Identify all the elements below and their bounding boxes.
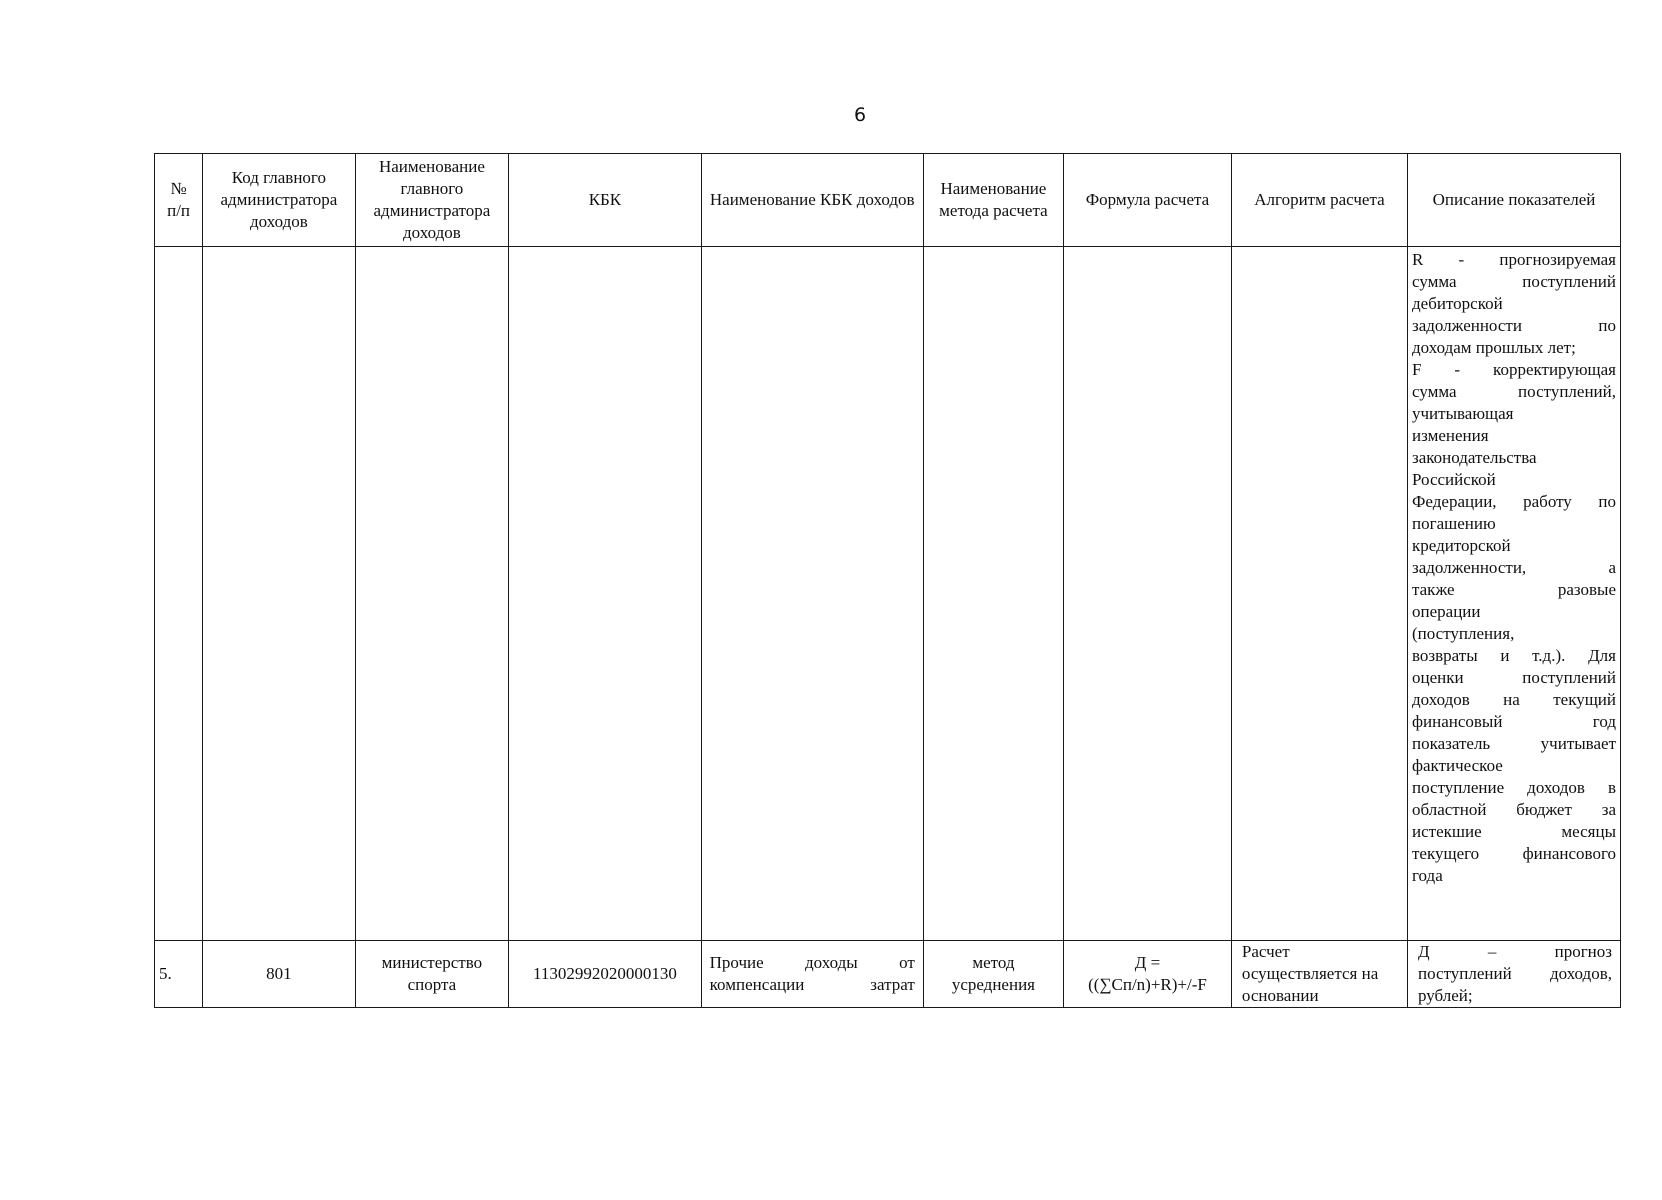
header-formula: Формула расчета — [1064, 154, 1232, 247]
cont-kbk-name-cell — [701, 247, 923, 941]
row5-description — [1408, 941, 1621, 1008]
description-line: также разовые — [1412, 580, 1616, 599]
row5-admin-name — [355, 941, 509, 1008]
header-kbk-name: Наименование КБК доходов — [701, 154, 923, 247]
row5-method-line: метод — [972, 953, 1015, 972]
row5-formula-line: ((∑Сп/n)+R)+/-F — [1088, 975, 1207, 994]
description-line: Федерации, работу по — [1412, 492, 1616, 511]
description-line: доходов на текущий — [1412, 690, 1616, 709]
header-num-line: п/п — [167, 201, 191, 220]
row5-kbk-name-line: компенсации затрат — [709, 975, 915, 994]
row5-formula — [1064, 941, 1232, 1008]
row5-method-line: усреднения — [951, 975, 1035, 994]
row5-algorithm — [1231, 941, 1407, 1008]
description-line: областной бюджет за — [1412, 800, 1616, 819]
table-row — [155, 247, 1621, 941]
cont-method-cell — [923, 247, 1063, 941]
description-line: показатель учитывает — [1412, 734, 1616, 753]
row5-admin-name-line: спорта — [407, 975, 457, 994]
header-admin-name: Наименование главного администратора доходов — [355, 154, 509, 247]
row5-formula-line: Д = — [1134, 953, 1161, 972]
row5-kbk-name — [701, 941, 923, 1008]
cont-admin-name-cell — [355, 247, 509, 941]
description-line: задолженности по — [1412, 316, 1616, 335]
description-line: года — [1412, 866, 1443, 885]
description-line: F - корректирующая — [1412, 360, 1616, 379]
description-line: возвраты и т.д.). Для — [1412, 646, 1616, 665]
description-line: задолженности, а — [1412, 558, 1616, 577]
row5-algorithm-line: осуществляется на — [1241, 964, 1379, 983]
description-line: текущего финансового — [1412, 844, 1616, 863]
cont-code-cell — [203, 247, 356, 941]
description-line: изменения — [1412, 426, 1489, 445]
header-algorithm: Алгоритм расчета — [1231, 154, 1407, 247]
row5-kbk: 11302992020000130 — [509, 941, 701, 1008]
header-num — [155, 154, 203, 247]
description-line: операции — [1412, 602, 1481, 621]
row5-method — [923, 941, 1063, 1008]
row5-description-line: поступлений доходов, — [1418, 964, 1612, 983]
description-line: Российской — [1412, 470, 1496, 489]
description-line: доходам прошлых лет; — [1412, 338, 1576, 357]
row5-algorithm-line: Расчет — [1241, 942, 1290, 961]
description-line: сумма поступлений, — [1412, 382, 1616, 401]
cont-algorithm-cell — [1231, 247, 1407, 941]
row5-num: 5. — [155, 941, 203, 1008]
row5-algorithm-line: основании — [1241, 986, 1319, 1005]
description-line: законодательства — [1412, 448, 1537, 467]
description-line: сумма поступлений — [1412, 272, 1616, 291]
row5-description-line: Д – прогноз — [1418, 942, 1612, 961]
cont-formula-cell — [1064, 247, 1232, 941]
page-number: 6 — [853, 104, 867, 126]
table-row — [155, 941, 1621, 1008]
cont-description-cell — [1408, 247, 1621, 941]
revenue-method-table — [154, 153, 1621, 1008]
description-line: дебиторской — [1412, 294, 1503, 313]
description-line: R - прогнозируемая — [1412, 250, 1616, 269]
description-line: погашению — [1412, 514, 1496, 533]
row5-description-line: рублей; — [1418, 986, 1473, 1005]
description-line: оценки поступлений — [1412, 668, 1616, 687]
header-code: Код главного администратора доходов — [203, 154, 356, 247]
row5-code: 801 — [203, 941, 356, 1008]
description-line: кредиторской — [1412, 536, 1511, 555]
cont-num-cell — [155, 247, 203, 941]
description-line: учитывающая — [1412, 404, 1514, 423]
description-line: финансовый год — [1412, 712, 1616, 731]
cont-kbk-cell — [509, 247, 701, 941]
header-kbk: КБК — [509, 154, 701, 247]
table-header-row — [155, 154, 1621, 247]
description-line: истекшие месяцы — [1412, 822, 1616, 841]
header-method: Наименование метода расчета — [923, 154, 1063, 247]
header-description: Описание показателей — [1408, 154, 1621, 247]
description-line: поступление доходов в — [1412, 778, 1616, 797]
row5-admin-name-line: министерство — [381, 953, 483, 972]
header-num-line: № — [170, 179, 187, 198]
row5-kbk-name-line: Прочие доходы от — [709, 953, 915, 972]
description-line: (поступления, — [1412, 624, 1515, 643]
description-line: фактическое — [1412, 756, 1503, 775]
